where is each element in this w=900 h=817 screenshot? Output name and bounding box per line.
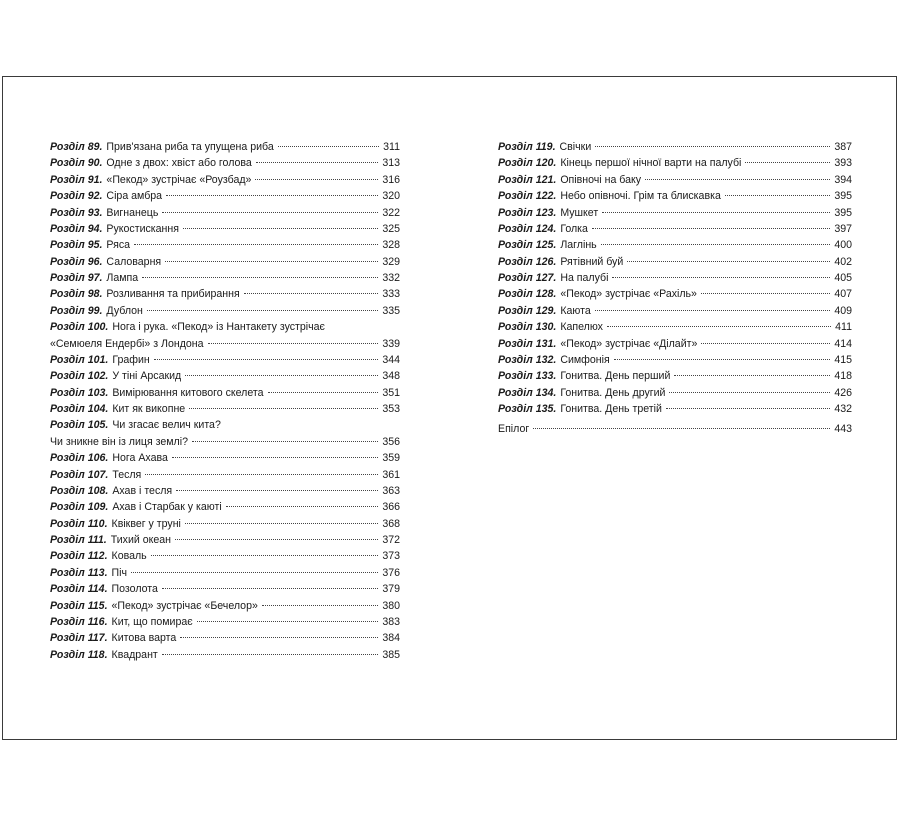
chapter-title: «Пекод» зустрічає «Бечелор» (111, 599, 258, 612)
page-number: 379 (382, 583, 400, 596)
chapter-title: Нога і рука. «Пекод» із Нантакету зустрічає (112, 321, 325, 334)
toc-entry (50, 385, 400, 401)
toc-entry (50, 319, 400, 335)
toc-entry (50, 483, 400, 499)
toc-entry (50, 548, 400, 564)
page-number: 361 (382, 468, 400, 481)
toc-entry (50, 172, 400, 188)
toc-entry (50, 221, 400, 237)
toc-entry (498, 139, 852, 155)
page-number: 348 (382, 370, 400, 383)
page-number: 333 (382, 288, 400, 301)
toc-entry (50, 336, 400, 352)
chapter-label: Розділ 118. (50, 648, 108, 661)
toc-entry (50, 434, 400, 450)
chapter-label: Розділ 94. (50, 222, 103, 235)
chapter-title: Кит, що помирає (111, 615, 193, 628)
page-number: 376 (382, 566, 400, 579)
toc-entry (50, 581, 400, 597)
chapter-title: Свічки (559, 141, 592, 153)
dot-leader (278, 146, 379, 147)
dot-leader (131, 572, 378, 573)
toc-entry (50, 270, 400, 286)
chapter-title: Квіквег у труні (111, 517, 181, 530)
chapter-label: Розділ 97. (50, 272, 103, 284)
dot-leader (154, 359, 379, 360)
chapter-label: Розділ 98. (50, 288, 103, 301)
toc-entry (50, 303, 400, 319)
page-number: 322 (382, 206, 400, 219)
toc-entry (50, 205, 400, 221)
chapter-title: Коваль (111, 550, 147, 563)
dot-leader (627, 261, 830, 262)
dot-leader (669, 392, 830, 393)
dot-leader (208, 343, 379, 344)
chapter-title: Тихий океан (110, 534, 172, 546)
chapter-title: Гонитва. День третій (560, 403, 662, 415)
chapter-title: Розливання та прибирання (106, 288, 240, 301)
chapter-title: Вимірювання китового скелета (112, 386, 264, 399)
toc-entry (498, 155, 852, 171)
toc-entry (50, 565, 400, 581)
page-number: 332 (382, 272, 400, 284)
toc-entry (498, 401, 852, 417)
toc-entry (50, 352, 400, 368)
page-number: 356 (382, 435, 400, 448)
page-number: 363 (382, 484, 400, 497)
dot-leader (162, 588, 378, 589)
toc-entry (50, 630, 400, 646)
chapter-label: Розділ 122. (498, 190, 557, 203)
toc-entry-epilogue (498, 421, 852, 437)
dot-leader (166, 195, 378, 196)
chapter-label: Розділ 124. (498, 222, 557, 235)
page-number: 313 (382, 157, 400, 170)
chapter-label: Розділ 103. (50, 386, 109, 399)
chapter-title: Симфонія (560, 353, 610, 366)
dot-leader (244, 293, 379, 294)
chapter-title: Позолота (111, 583, 158, 596)
toc-entry (498, 368, 852, 384)
toc-entry (50, 467, 400, 483)
chapter-title: Нога Ахава (112, 452, 168, 465)
chapter-label: Розділ 108. (50, 484, 109, 497)
page-number: 344 (382, 353, 400, 366)
chapter-label: Розділ 89. (50, 141, 103, 153)
dot-leader (701, 293, 830, 294)
chapter-label: Розділ 127. (498, 272, 557, 284)
toc-entry (50, 401, 400, 417)
chapter-label: Розділ 93. (50, 206, 103, 219)
dot-leader (134, 244, 378, 245)
dot-leader (147, 310, 378, 311)
chapter-label: Розділ 121. (498, 173, 557, 186)
page-number: 335 (382, 304, 400, 317)
dot-leader (192, 441, 378, 442)
chapter-title: Однe з двох: хвіст або голова (106, 157, 252, 170)
chapter-label: Розділ 99. (50, 304, 103, 317)
chapter-title: Гонитва. День другий (560, 386, 666, 399)
chapter-label: Розділ 114. (50, 583, 108, 596)
toc-entry (50, 450, 400, 466)
chapter-title: «Пекод» зустрічає «Ділайт» (560, 337, 698, 350)
toc-entry (498, 286, 852, 302)
chapter-title: Лаглінь (560, 239, 597, 252)
chapter-title: Саловарня (106, 255, 162, 268)
dot-leader (185, 375, 378, 376)
toc-entry (498, 237, 852, 253)
chapter-title: Китова варта (111, 632, 177, 645)
dot-leader (602, 212, 830, 213)
dot-leader (614, 359, 831, 360)
dot-leader (674, 375, 830, 376)
dot-leader (612, 277, 830, 278)
chapter-title: Вигнанець (106, 206, 159, 219)
page-number: 414 (834, 337, 852, 350)
chapter-label: Розділ 104. (50, 403, 109, 415)
toc-entry (50, 188, 400, 204)
chapter-title: Графин (112, 353, 150, 366)
chapter-label: Розділ 126. (498, 255, 557, 268)
chapter-title: Капелюх (560, 321, 603, 334)
dot-leader (145, 474, 378, 475)
toc-entry (50, 598, 400, 614)
chapter-title: Квадрант (111, 648, 158, 661)
page-number: 395 (834, 190, 852, 203)
toc-entry (50, 139, 400, 155)
dot-leader (256, 162, 379, 163)
chapter-label: Розділ 112. (50, 550, 108, 563)
page-number: 366 (382, 501, 400, 514)
chapter-label: Розділ 107. (50, 468, 109, 481)
dot-leader (172, 457, 378, 458)
dot-leader (645, 179, 830, 180)
chapter-label: Розділ 91. (50, 173, 103, 186)
book-spread (2, 76, 897, 740)
page-number: 325 (382, 222, 400, 235)
chapter-title: Дублон (106, 304, 143, 317)
page-number: 415 (834, 353, 852, 366)
epilogue-title: Епілог (498, 423, 530, 436)
chapter-title: Піч (111, 566, 128, 579)
chapter-title: «Пекод» зустрічає «Рахіль» (560, 288, 697, 301)
page-number: 329 (382, 255, 400, 268)
chapter-label: Розділ 110. (50, 517, 108, 530)
chapter-label: Розділ 130. (498, 321, 557, 334)
dot-leader (142, 277, 378, 278)
toc-entry (498, 352, 852, 368)
chapter-label: Розділ 95. (50, 239, 103, 252)
page-number: 443 (834, 423, 852, 436)
page-number: 359 (382, 452, 400, 465)
page-number: 418 (834, 370, 852, 383)
page-number: 393 (834, 157, 852, 170)
chapter-label: Розділ 113. (50, 566, 108, 579)
toc-entry (50, 155, 400, 171)
dot-leader (162, 212, 378, 213)
chapter-label: Розділ 116. (50, 615, 108, 628)
chapter-label: Розділ 117. (50, 632, 108, 645)
toc-right-column (498, 139, 852, 438)
dot-leader (666, 408, 830, 409)
chapter-label: Розділ 115. (50, 599, 108, 612)
page-number: 394 (834, 173, 852, 186)
chapter-title: Тесля (112, 468, 142, 481)
dot-leader (595, 310, 831, 311)
page-number: 373 (382, 550, 400, 563)
dot-leader (745, 162, 830, 163)
toc-entry (498, 205, 852, 221)
toc-entry (50, 532, 400, 548)
chapter-title: Рятівний буй (560, 255, 624, 268)
toc-entry (50, 368, 400, 384)
page-number: 387 (834, 141, 852, 153)
dot-leader (701, 343, 830, 344)
chapter-title: «Пекод» зустрічає «Роузбад» (106, 173, 252, 186)
chapter-label: Розділ 109. (50, 501, 109, 514)
chapter-title: Ряса (106, 239, 131, 252)
chapter-label: Розділ 125. (498, 239, 557, 252)
page-number: 405 (834, 272, 852, 284)
toc-entry (50, 499, 400, 515)
page-number: 402 (834, 255, 852, 268)
toc-entry (498, 188, 852, 204)
page-number: 432 (834, 403, 852, 415)
page-number: 409 (834, 304, 852, 317)
dot-leader (185, 523, 378, 524)
chapter-label: Розділ 134. (498, 386, 557, 399)
chapter-label: Розділ 119. (498, 141, 556, 153)
dot-leader (226, 506, 379, 507)
chapter-title: Сіра амбра (106, 190, 163, 203)
page-number: 372 (382, 534, 400, 546)
dot-leader (175, 539, 378, 540)
chapter-title: Каюта (560, 304, 591, 317)
page-number: 353 (382, 403, 400, 415)
dot-leader (180, 637, 378, 638)
page-number: 328 (382, 239, 400, 252)
chapter-title: У тіні Арсакид (112, 370, 182, 383)
chapter-label: Розділ 131. (498, 337, 557, 350)
dot-leader (262, 605, 378, 606)
dot-leader (197, 621, 379, 622)
chapter-title: На палубі (560, 272, 609, 284)
toc-entry (498, 385, 852, 401)
toc-left-column (50, 139, 400, 663)
page-number: 351 (382, 386, 400, 399)
dot-leader (592, 228, 830, 229)
toc-entry (50, 286, 400, 302)
dot-leader (533, 428, 830, 429)
chapter-title: Ахав і Старбак у каюті (112, 501, 222, 514)
page-number: 311 (383, 141, 400, 153)
chapter-label: Розділ 100. (50, 321, 109, 334)
chapter-label: Розділ 128. (498, 288, 557, 301)
chapter-title: «Семюеля Ендербі» з Лондона (50, 337, 204, 350)
chapter-title: Чи згасає велич кита? (112, 419, 221, 432)
chapter-label: Розділ 132. (498, 353, 557, 366)
page-number: 411 (835, 321, 852, 334)
dot-leader (165, 261, 378, 262)
chapter-label: Розділ 111. (50, 534, 107, 546)
chapter-title: Небо опівночі. Грім та блискавка (560, 190, 721, 203)
chapter-label: Розділ 105. (50, 419, 109, 432)
page-number: 385 (382, 648, 400, 661)
toc-entry (498, 319, 852, 335)
page-number: 320 (382, 190, 400, 203)
page-number: 426 (834, 386, 852, 399)
chapter-label: Розділ 102. (50, 370, 109, 383)
toc-entry (498, 303, 852, 319)
chapter-title: Кит як викопне (112, 403, 186, 415)
toc-entry (50, 254, 400, 270)
chapter-label: Розділ 133. (498, 370, 557, 383)
chapter-title: Опівночі на баку (560, 173, 642, 186)
toc-entry (498, 270, 852, 286)
page-number: 380 (382, 599, 400, 612)
chapter-title: Мушкет (560, 206, 599, 219)
toc-entry (498, 336, 852, 352)
chapter-label: Розділ 135. (498, 403, 557, 415)
chapter-title: Голка (560, 222, 588, 235)
chapter-title: Кінець першої нічної варти на палубі (560, 157, 742, 170)
chapter-title: Ахав і тесля (112, 484, 173, 497)
chapter-label: Розділ 101. (50, 353, 109, 366)
chapter-title: Гонитва. День перший (560, 370, 671, 383)
page-number: 384 (382, 632, 400, 645)
chapter-label: Розділ 92. (50, 190, 103, 203)
toc-entry (50, 647, 400, 663)
page-number: 400 (834, 239, 852, 252)
page-number: 339 (382, 337, 400, 350)
dot-leader (255, 179, 378, 180)
toc-entry (50, 237, 400, 253)
page-number: 383 (382, 615, 400, 628)
chapter-label: Розділ 129. (498, 304, 557, 317)
chapter-label: Розділ 96. (50, 255, 103, 268)
chapter-title: Чи зникне він із лиця землі? (50, 435, 188, 448)
page-number: 397 (834, 222, 852, 235)
toc-entry (50, 516, 400, 532)
chapter-label: Розділ 120. (498, 157, 557, 170)
chapter-title: Лампа (106, 272, 139, 284)
chapter-label: Розділ 106. (50, 452, 109, 465)
toc-entry (498, 254, 852, 270)
page-number: 407 (834, 288, 852, 301)
toc-entry (50, 417, 400, 433)
page-number: 395 (834, 206, 852, 219)
dot-leader (183, 228, 378, 229)
page-number: 316 (382, 173, 400, 186)
toc-entry (498, 221, 852, 237)
dot-leader (176, 490, 378, 491)
dot-leader (162, 654, 379, 655)
chapter-title: Рукостискання (106, 222, 179, 235)
page-number: 368 (382, 517, 400, 530)
toc-entry (498, 172, 852, 188)
dot-leader (189, 408, 378, 409)
dot-leader (151, 555, 379, 556)
dot-leader (725, 195, 830, 196)
chapter-label: Розділ 123. (498, 206, 557, 219)
chapter-label: Розділ 90. (50, 157, 103, 170)
dot-leader (595, 146, 830, 147)
dot-leader (268, 392, 379, 393)
chapter-title: Прив'язана риба та упущена риба (106, 141, 274, 153)
dot-leader (607, 326, 831, 327)
toc-entry (50, 614, 400, 630)
dot-leader (601, 244, 831, 245)
